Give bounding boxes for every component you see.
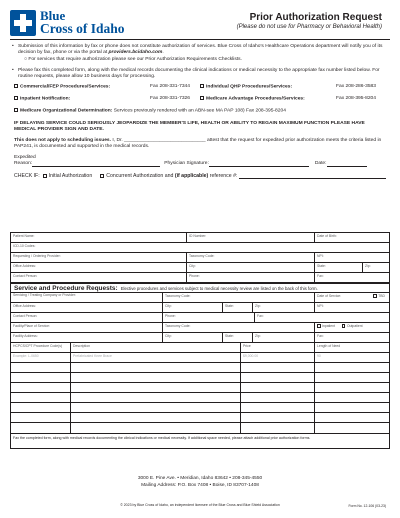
blue-cross-icon [10,10,36,36]
column-header: HCPCS/CPT Procedure Code(s) [11,343,71,352]
procedure-code-cell[interactable] [11,393,71,402]
page-title: Prior Authorization Request [249,12,382,23]
servicing-contact-person-field[interactable]: Contact Person: [11,313,163,322]
description-cell[interactable] [71,423,241,433]
reference-number-field[interactable] [239,173,386,179]
codes-entry-row [11,423,389,433]
intro-bullet-2: • Please fax this completed form, along with the medical records documenting the clinical indications or medical necessity to the appropriate fax number listed below. For routine requests, please allow 10 business days for processing. [12,68,380,80]
description-cell[interactable] [71,373,241,382]
column-header: Length of Need [317,344,341,348]
table-row [11,303,389,313]
codes-entry-row [11,373,389,383]
provider-phone-field[interactable]: Phone: [187,273,315,282]
servicing-taxonomy-field[interactable]: Taxonomy Code: [163,293,315,302]
description-cell[interactable] [71,403,241,412]
provider-npi-field[interactable]: NPI: [317,254,324,258]
qhp-checkbox[interactable] [200,84,204,88]
icd10-codes-field[interactable]: ICD-10 Codes: [13,244,36,248]
table-row [11,263,389,273]
example-length: 90 [317,354,321,358]
date-of-service-field[interactable]: Date of Service: TBD [317,294,385,298]
codes-entry-row [11,393,389,403]
facility-fax-field[interactable]: Fax: [317,334,324,338]
facility-city-field[interactable]: City: [163,333,223,342]
ordering-provider-field[interactable]: Requesting / Ordering Provider: [11,253,187,262]
intro-sub-bullet: ○ For services that require authorization please see our Prior Authorization Requirements Checklists. [24,57,242,62]
column-header: Price [241,343,315,352]
price-cell[interactable] [241,393,315,402]
service-section-title: Service and Procedure Requests: [14,284,118,292]
description-cell[interactable] [71,383,241,392]
codes-blank-rows [11,363,389,433]
procedure-code-cell[interactable] [11,363,71,372]
expedite-signature-row: Reason: Physician Signature: Date: [14,161,386,167]
length-of-need-cell[interactable] [315,383,389,392]
provider-fax-field[interactable]: Fax: [317,274,324,278]
price-cell[interactable] [241,413,315,422]
codes-entry-row [11,403,389,413]
page-subtitle: (Please do not use for Pharmacy or Behavioral Health) [236,24,382,30]
facility-state-field[interactable]: State: [223,333,253,342]
price-cell[interactable] [241,373,315,382]
codes-example-row [11,353,389,363]
portal-link[interactable]: providers.bcidaho.com [108,50,163,56]
table-row [11,293,389,303]
expedited-label: Expedited [14,155,36,160]
procedure-code-cell[interactable] [11,373,71,382]
table-footnote: Fax the completed form, along with medical records documenting the clinical indications or medical necessity. If additional space needed, please attach additional prior authorization forms. [11,433,389,448]
fax-row-2: Inpatient Notification: Fax 208-331-7326 Medicare Advantage Procedures/Services: Fax 208-395-8204 [14,96,386,103]
patient-name-field[interactable]: Patient Name: [11,233,187,242]
facility-address-field[interactable]: Facility Address: [11,333,163,342]
provider-zip-field[interactable]: Zip: [365,264,371,268]
price-cell[interactable] [241,423,315,433]
example-code: Example: L-0650 [11,353,71,362]
table-row [11,243,389,253]
id-number-field[interactable]: ID Number: [187,233,315,242]
logo-line-2: Cross of Idaho [40,21,125,36]
servicing-zip-field[interactable]: Zip: [253,303,315,312]
table-row [11,273,389,283]
length-of-need-cell[interactable] [315,413,389,422]
column-header: Description [71,343,241,352]
facility-zip-field[interactable]: Zip: [253,333,315,342]
description-cell[interactable] [71,393,241,402]
length-of-need-cell[interactable] [315,373,389,382]
fax-row-1: Commercial/FEP Procedures/Services: Fax 208-331-7344 Individual QHP Procedures/Services: Fax 208-286-3583 [14,84,386,91]
intro-bullet-1: • Submission of this information by fax or phone does not constitute authorization of services. Blue Cross of Idaho's Healthcare Operations department will notify you of its decision by fax, phone or via the portal at providers.bcidaho.com. [12,44,383,56]
procedure-code-cell[interactable] [11,403,71,412]
company-logo [10,8,140,40]
check-if-row: CHECK IF: Initial Authorization Concurrent Authorization and (if applicable) reference #: [14,173,386,179]
medicare-advantage-checkbox[interactable] [200,96,204,100]
codes-entry-row [11,383,389,393]
table-row [11,313,389,323]
facility-field[interactable]: Facility/Place of Service: [11,323,163,332]
logo-line-1: Blue [40,8,66,23]
address-line-2: Mailing Address: P.O. Box 7408 • Boise, ID 83707-1408 [141,483,259,488]
description-cell[interactable] [71,363,241,372]
prior-auth-form-table [10,232,390,449]
price-cell[interactable] [241,363,315,372]
table-row [11,333,389,343]
procedure-code-cell[interactable] [11,383,71,392]
address-line-1: 3000 E. Pine Ave. • Meridian, Idaho 83642 • 208-345-4550 [137,476,263,481]
servicing-state-field[interactable]: State: [223,303,253,312]
outpatient-checkbox[interactable] [342,324,346,328]
description-cell[interactable] [71,413,241,422]
table-row [11,253,389,263]
codes-entry-row [11,413,389,423]
expedite-attestation: This does not apply to scheduling issues. I, Dr. ______________________________ attest that the request for expedited prior authorization meets the criteria listed in PAP241, is documented and supported in the medical records. [14,138,382,150]
provider-state-field[interactable]: State: [315,263,363,272]
provider-contact-person-field[interactable]: Contact Person: [11,273,187,282]
reason-field[interactable] [32,161,160,167]
date-of-birth-field[interactable]: Date of Birth: [317,234,337,238]
tbd-checkbox[interactable] [373,294,377,298]
medicare-org-determination-checkbox[interactable] [14,108,18,112]
provider-taxonomy-field[interactable]: Taxonomy Code: [187,253,315,262]
header-divider [10,39,390,40]
form-number: Form No. 12-106 (03-23) [348,504,386,508]
length-of-need-cell[interactable] [315,403,389,412]
procedure-code-cell[interactable] [11,423,71,433]
facility-taxonomy-field[interactable]: Taxonomy Code: [163,323,315,332]
initial-authorization-checkbox[interactable] [43,174,47,178]
procedure-code-cell[interactable] [11,413,71,422]
servicing-provider-field[interactable]: Servicing / Treating Company or Provider: [11,293,163,302]
length-of-need-cell[interactable] [315,393,389,402]
service-section-note: Elective procedures and services subject to medical necessity review are listed on the back of this form. [120,285,318,291]
servicing-phone-field[interactable]: Phone: [163,313,255,322]
price-cell[interactable] [241,403,315,412]
fax-row-3: Medicare Organizational Determination: Services previously rendered with an ABN-see MA PAP 108) Fax 208-395-8204 [14,108,386,115]
servicing-office-address-field[interactable]: Office Address: [11,303,163,312]
inpatient-notification-checkbox[interactable] [14,96,18,100]
inpatient-checkbox[interactable] [317,324,321,328]
servicing-npi-field[interactable]: NPI: [317,304,324,308]
commercial-checkbox[interactable] [14,84,18,88]
table-row [11,233,389,243]
example-price: $9,000.00 [241,353,315,362]
copyright: © 2023 by Blue Cross of Idaho, an independent licensee of the Blue Cross and Blue Shield Association [120,503,280,507]
price-cell[interactable] [241,383,315,392]
length-of-need-cell[interactable] [315,363,389,372]
provider-city-field[interactable]: City: [187,263,315,272]
expedite-date-field[interactable] [327,161,367,167]
provider-office-address-field[interactable]: Office Address: [11,263,187,272]
expedite-warning: IF DELAYING SERVICE COULD SERIOUSLY JEOPARDIZE THE MEMBER'S LIFE, HEALTH OR ABILITY TO REGAIN MAXIMUM FUNCTION PLEASE HAVE MEDICAL PROVIDER SIGN AND DATE. [14,121,365,133]
concurrent-authorization-checkbox[interactable] [100,174,104,178]
table-row [11,323,389,333]
setting-options: Inpatient Outpatient [315,323,389,332]
codes-header-row [11,343,389,353]
servicing-city-field[interactable]: City: [163,303,223,312]
length-of-need-cell[interactable] [315,423,389,433]
service-section-header [11,283,389,293]
servicing-fax-field[interactable]: Fax: [257,314,264,318]
example-description: Prefabricated Knee Brace [71,353,241,362]
physician-signature-field[interactable] [209,161,309,167]
codes-entry-row [11,363,389,373]
